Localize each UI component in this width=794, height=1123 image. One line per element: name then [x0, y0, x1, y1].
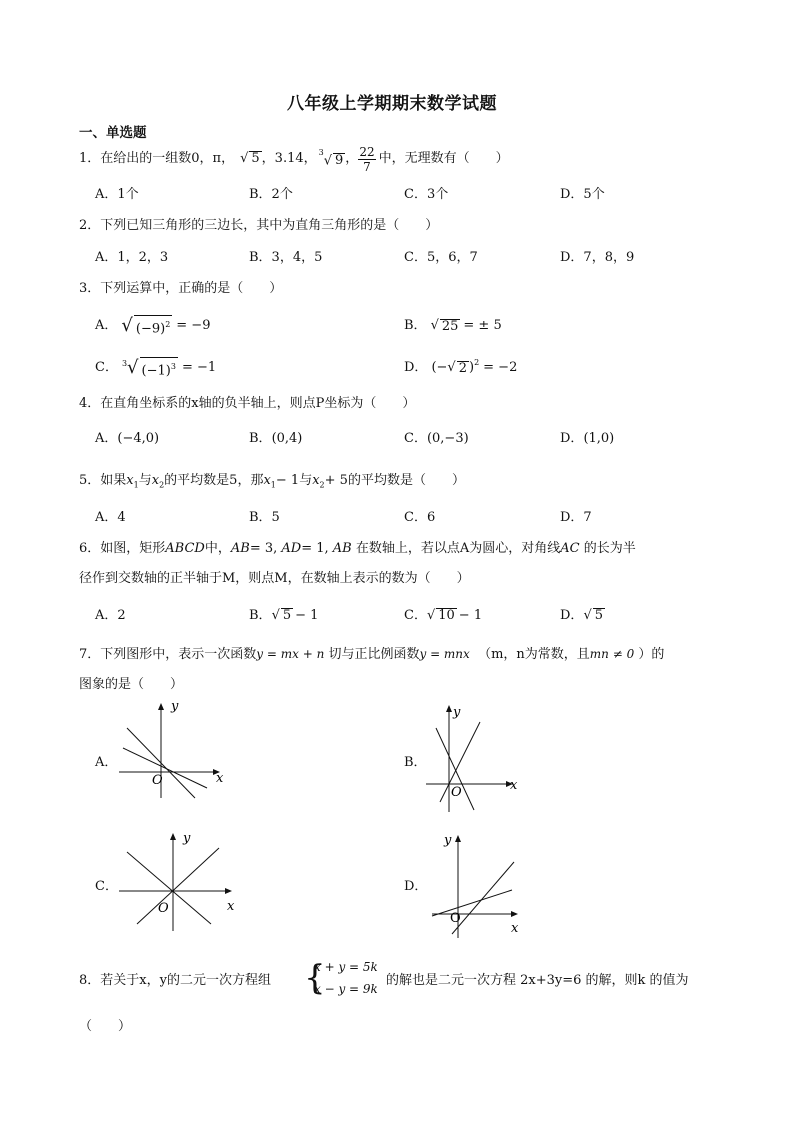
q6-option-c[interactable]: C．√ 10 − 1 [404, 608, 483, 623]
question-1-mid: ，3.14， [261, 151, 317, 166]
q2-option-b[interactable]: B．3，4，5 [249, 250, 323, 265]
question-1-suffix: 中，无理数有（ ） [378, 151, 509, 166]
q1-option-d[interactable]: D．5个 [560, 187, 605, 202]
cbrt-9: $^3$√ 9 [318, 147, 344, 169]
question-3: 3．下列运算中，正确的是（ ） [79, 281, 283, 296]
q5-option-d[interactable]: D．7 [560, 510, 592, 525]
q3-option-c[interactable]: C． $^3$ √ $(-1)^3$ = −1 [95, 357, 217, 379]
q5-option-c[interactable]: C．6 [404, 510, 436, 525]
equation-bottom: x − y = 9k [314, 982, 378, 996]
q3-option-b[interactable]: B． √ 25 = ± 5 [404, 318, 502, 334]
q4-option-a[interactable]: A．(−4,0) [95, 431, 160, 446]
q7-graph-a[interactable] [115, 700, 230, 800]
q1-option-c[interactable]: C．3个 [404, 187, 449, 202]
equation-brace: { [304, 958, 326, 998]
q4-option-d[interactable]: D．(1,0) [560, 431, 615, 446]
graph-d-origin-label: O [450, 911, 461, 926]
question-8-line-2: （ ） [79, 1019, 132, 1034]
q1-option-b[interactable]: B．2个 [249, 187, 293, 202]
graph-c-origin-label: O [158, 901, 169, 916]
graph-a-y-label: y [171, 700, 179, 714]
question-4: 4．在直角坐标系的x轴的负半轴上，则点P坐标为（ ） [79, 396, 416, 411]
graph-c-y-label: y [183, 831, 191, 846]
q6-option-a[interactable]: A．2 [95, 608, 126, 623]
question-2: 2．下列已知三角形的三边长，其中为直角三角形的是（ ） [79, 218, 439, 233]
equation-system [304, 958, 384, 1002]
sqrt-5: √ 5 [240, 151, 260, 166]
graph-d-x-label: x [511, 921, 519, 936]
question-1-comma: ， [345, 151, 359, 166]
equation-top: x + y = 5k [314, 960, 378, 974]
q6-option-d[interactable]: D．√ 5 [560, 608, 604, 623]
question-1-prefix: 1．在给出的一组数0，π， [79, 151, 235, 166]
q4-option-c[interactable]: C．(0,−3) [404, 431, 469, 446]
question-5: 5．如果$x_1$与$x_2$的平均数是5，那$x_1- 1$与$x_2+ 5$的平均数是（ ） [79, 473, 465, 490]
graph-d-line-2 [432, 890, 512, 916]
question-1 [79, 146, 509, 172]
graph-a-line-2 [123, 748, 207, 788]
question-7-line-2: 图象的是（ ） [79, 677, 184, 692]
q7-option-b-label[interactable]: B． [404, 755, 427, 770]
question-7-line-1: 7．下列图形中，表示一次函数y = mx + n 切与正比例函数y = mnx （m，n为常数，且mn ≠ 0 ）的 [79, 647, 665, 662]
graph-d-line-1 [452, 862, 514, 934]
q7-graph-d[interactable] [428, 830, 528, 940]
question-8-prefix: 8．若关于x，y的二元一次方程组 [79, 973, 271, 988]
question-8-suffix: 的解也是二元一次方程 2x+3y=6 的解，则k 的值为 [386, 973, 689, 988]
q3-option-a[interactable]: A． √ $(-9)^2$ = −9 [95, 315, 211, 337]
q7-option-d-label[interactable]: D． [404, 879, 428, 894]
q5-option-b[interactable]: B．5 [249, 510, 280, 525]
question-6-line-2: 径作到交数轴的正半轴于M，则点M，在数轴上表示的数为（ ） [79, 571, 470, 586]
question-6-line-1: 6．如图，矩形ABCD中，AB= 3, AD= 1, AB 在数轴上，若以点A为圆心，对角线AC 的长为半 [79, 541, 636, 556]
q3-option-d[interactable]: D． (− √ 2 ) $^2$ = −2 [404, 358, 518, 376]
q4-option-b[interactable]: B．(0,4) [249, 431, 303, 446]
graph-a-origin-label: O [152, 773, 163, 788]
graph-b-y-label: y [453, 705, 461, 720]
q2-option-a[interactable]: A．1，2，3 [95, 250, 169, 265]
q2-option-c[interactable]: C．5，6，7 [404, 250, 478, 265]
graph-d-y-label: y [444, 833, 452, 848]
q1-option-a[interactable]: A．1个 [95, 187, 139, 202]
q5-option-a[interactable]: A．4 [95, 510, 126, 525]
graph-c-line-1 [127, 852, 211, 924]
q7-option-a-label[interactable]: A． [95, 755, 118, 770]
fraction-22-7: $\frac{22}{7}$ [359, 144, 375, 174]
q2-option-d[interactable]: D．7，8，9 [560, 250, 635, 265]
q7-option-c-label[interactable]: C． [95, 879, 118, 894]
graph-a-x-label: x [216, 771, 224, 786]
page-title: 八年级上学期期末数学试题 [287, 94, 497, 114]
section-heading: 一、单选题 [79, 125, 147, 141]
graph-c-line-2 [137, 848, 219, 924]
graph-c-x-label: x [227, 899, 235, 914]
q7-graph-b[interactable] [422, 702, 527, 814]
graph-b-x-label: x [510, 778, 518, 793]
q6-option-b[interactable]: B．√ 5 − 1 [249, 608, 319, 623]
graph-b-origin-label: O [451, 785, 462, 800]
q7-graph-c[interactable] [115, 828, 245, 933]
